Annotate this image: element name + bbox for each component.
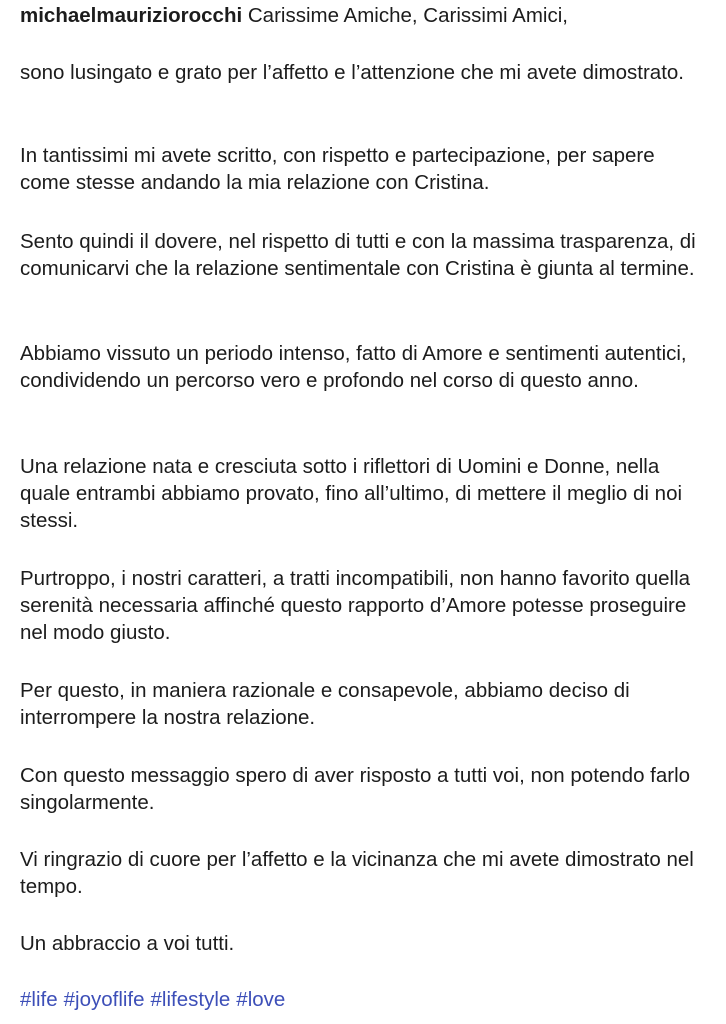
paragraph-9: Vi ringrazio di cuore per l’affetto e la vicinanza che mi avete dimostrato nel tempo. — [20, 848, 694, 898]
hashtag-lifestyle[interactable]: #lifestyle — [150, 988, 231, 1011]
paragraph-10: Un abbraccio a voi tutti. — [20, 932, 235, 955]
paragraph-7: Per questo, in maniera razionale e consapevole, abbiamo deciso di interrompere la nostra relazione. — [20, 679, 630, 729]
hashtag-love[interactable]: #love — [236, 988, 286, 1011]
username-link[interactable]: michaelmauriziorocchi — [20, 4, 243, 27]
paragraph-2: In tantissimi mi avete scritto, con rispetto e partecipazione, per sapere come stesse andando la mia relazione con Cristina. — [20, 144, 655, 194]
paragraph-4: Abbiamo vissuto un periodo intenso, fatto di Amore e sentimenti autentici, condividendo un percorso vero e profondo nel corso di questo anno. — [20, 342, 687, 392]
hashtag-joyoflife[interactable]: #joyoflife — [63, 988, 145, 1011]
hashtag-life[interactable]: #life — [20, 988, 58, 1011]
paragraph-5: Una relazione nata e cresciuta sotto i riflettori di Uomini e Donne, nella quale entrambi abbiamo provato, fino all’ultimo, di mettere il meglio di noi stessi. — [20, 455, 683, 532]
caption-first-line — [20, 2, 710, 29]
hashtag-list — [20, 986, 710, 1013]
paragraph-8: Con questo messaggio spero di aver risposto a tutti voi, non potendo farlo singolarmente. — [20, 764, 691, 814]
paragraph-6: Purtroppo, i nostri caratteri, a tratti incompatibili, non hanno favorito quella serenità necessaria affinché questo rapporto d’Amore potesse proseguire nel modo giusto. — [20, 567, 691, 644]
paragraph-3: Sento quindi il dovere, nel rispetto di tutti e con la massima trasparenza, di comunicarvi che la relazione sentimentale con Cristina è giunta al termine. — [20, 230, 696, 280]
paragraph-1: sono lusingato e grato per l’affetto e l’attenzione che mi avete dimostrato. — [20, 61, 684, 84]
greeting-text: Carissime Amiche, Carissimi Amici, — [247, 4, 568, 27]
